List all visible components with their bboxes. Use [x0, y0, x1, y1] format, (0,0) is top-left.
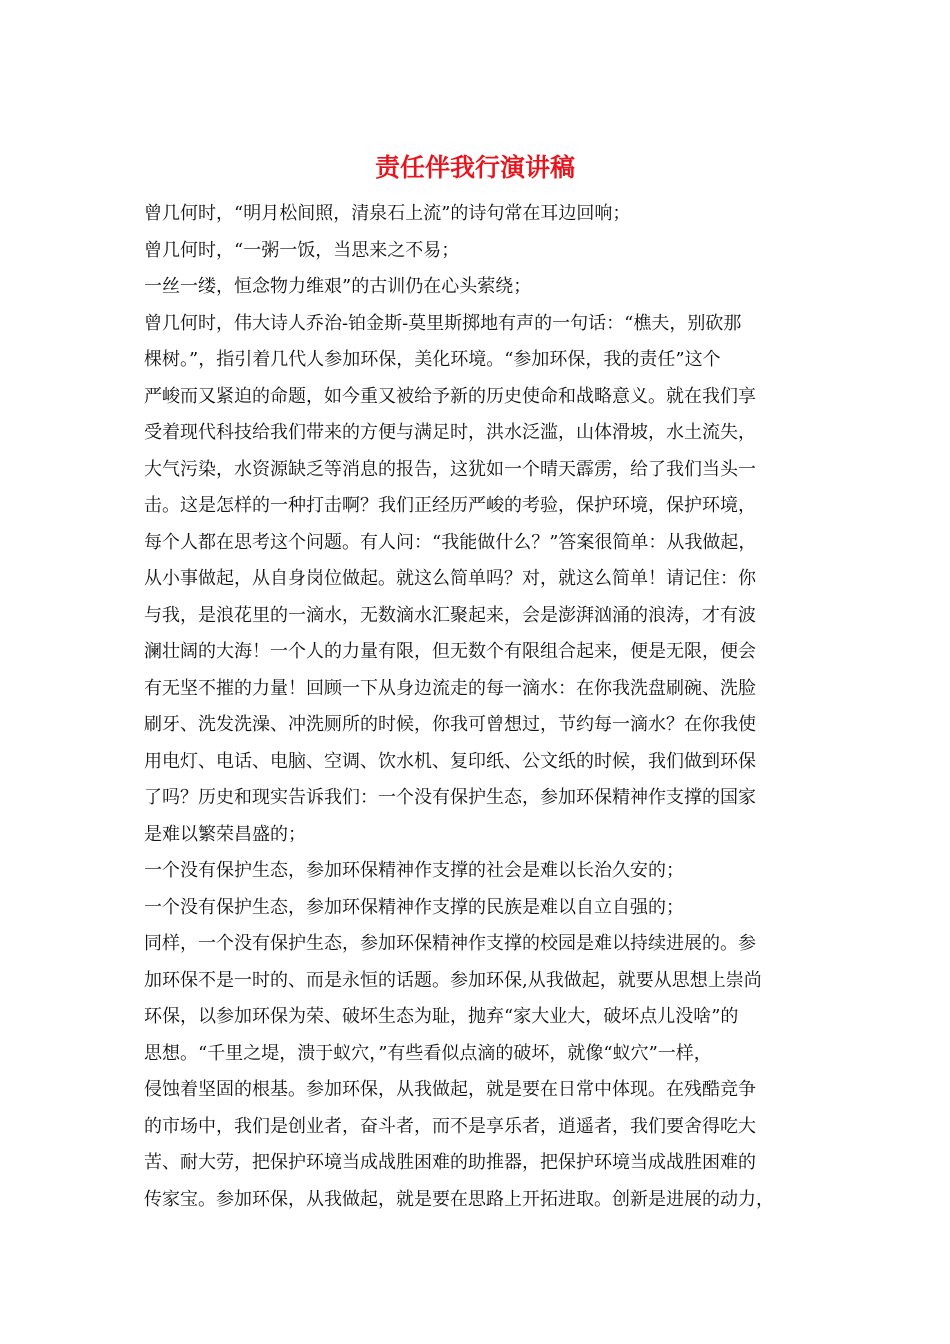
text-line: 每个人都在思考这个问题。有人问：“我能做什么？”答案很简单：从我做起， — [144, 531, 757, 553]
text-line: 了吗？历史和现实告诉我们：一个没有保护生态，参加环保精神作支撑的国家 — [144, 787, 756, 808]
paragraph — [144, 269, 812, 306]
text-line: 苦、耐大劳，把保护环境当成战胜困难的助推器，把保护环境当成战胜困难的 — [144, 1152, 756, 1173]
document-title: 责任伴我行演讲稿 — [374, 153, 575, 182]
paragraph — [144, 853, 812, 890]
text-line: 的市场中，我们是创业者，奋斗者，而不是享乐者，逍遥者，我们要舍得吃大 — [144, 1115, 756, 1137]
text-line: 侵蚀着坚固的根基。参加环保，从我做起，就是要在日常中体现。在残酷竞争 — [144, 1079, 756, 1100]
text-line: 一丝一缕，恒念物力维艰”的古训仍在心头萦绕； — [144, 276, 532, 297]
text-line: 是难以繁荣昌盛的； — [144, 823, 306, 845]
document-body — [144, 196, 812, 1218]
text-line: 传家宝。参加环保，从我做起，就是要在思路上开拓进取。创新是进展的动力， — [144, 1188, 774, 1210]
text-line: 刷牙、洗发洗澡、冲洗厕所的时候，你我可曾想过，节约每一滴水？在你我使 — [144, 714, 756, 735]
text-line: 受着现代科技给我们带来的方便与满足时，洪水泛滥，山体滑坡，水土流失， — [144, 422, 756, 443]
text-line: 用电灯、电话、电脑、空调、饮水机、复印纸、公文纸的时候，我们做到环保 — [144, 750, 756, 772]
text-line: 同样，一个没有保护生态，参加环保精神作支撑的校园是难以持续进展的。参 — [144, 933, 756, 954]
text-line: 环保，以参加环保为荣、破坏生态为耻，抛弃“家大业大，破坏点儿没啥”的 — [144, 1006, 739, 1027]
text-line: 大气污染，水资源缺乏等消息的报告，这犹如一个晴天霹雳，给了我们当头一 — [144, 458, 756, 480]
text-line: 与我，是浪花里的一滴水，无数滴水汇聚起来，会是澎湃汹涌的浪涛，才有波 — [144, 604, 756, 626]
text-line: 思想。“千里之堤，溃于蚁穴，”有些看似点滴的破坏，就像“蚁穴”一样， — [144, 1042, 712, 1064]
text-line: 从小事做起，从自身岗位做起。就这么简单吗？对，就这么简单！请记住：你 — [144, 568, 756, 589]
text-line: 加环保不是一时的、而是永恒的话题。参加环保,从我做起，就要从思想上崇尚 — [144, 969, 762, 991]
text-line: 严峻而又紧迫的命题，如今重又被给予新的历史使命和战略意义。就在我们享 — [144, 385, 756, 407]
text-line: 击。这是怎样的一种打击啊？我们正经历严峻的考验，保护环境，保护环境， — [144, 495, 756, 516]
text-line: 曾几何时，“明月松间照，清泉石上流”的诗句常在耳边回响； — [144, 203, 631, 224]
text-line: 棵树。”，指引着几代人参加环保，美化环境。“参加环保，我的责任”这个 — [144, 349, 721, 370]
text-line: 曾几何时，“一粥一饭，当思来之不易； — [144, 239, 460, 261]
paragraph — [144, 890, 812, 927]
text-line: 曾几何时，伟大诗人乔治-铂金斯-莫里斯掷地有声的一句话：“樵夫，别砍那 — [144, 312, 742, 334]
text-line: 一个没有保护生态，参加环保精神作支撑的民族是难以自立自强的； — [144, 896, 684, 918]
paragraph — [144, 233, 812, 270]
paragraph — [144, 196, 812, 233]
paragraph — [144, 306, 812, 854]
text-line: 澜壮阔的大海！一个人的力量有限，但无数个有限组合起来，便是无限，便会 — [144, 641, 756, 662]
text-line: 有无坚不摧的力量！回顾一下从身边流走的每一滴水：在你我洗盘刷碗、洗脸 — [144, 677, 756, 699]
paragraph — [144, 926, 812, 1218]
text-line: 一个没有保护生态，参加环保精神作支撑的社会是难以长治久安的； — [144, 860, 684, 881]
